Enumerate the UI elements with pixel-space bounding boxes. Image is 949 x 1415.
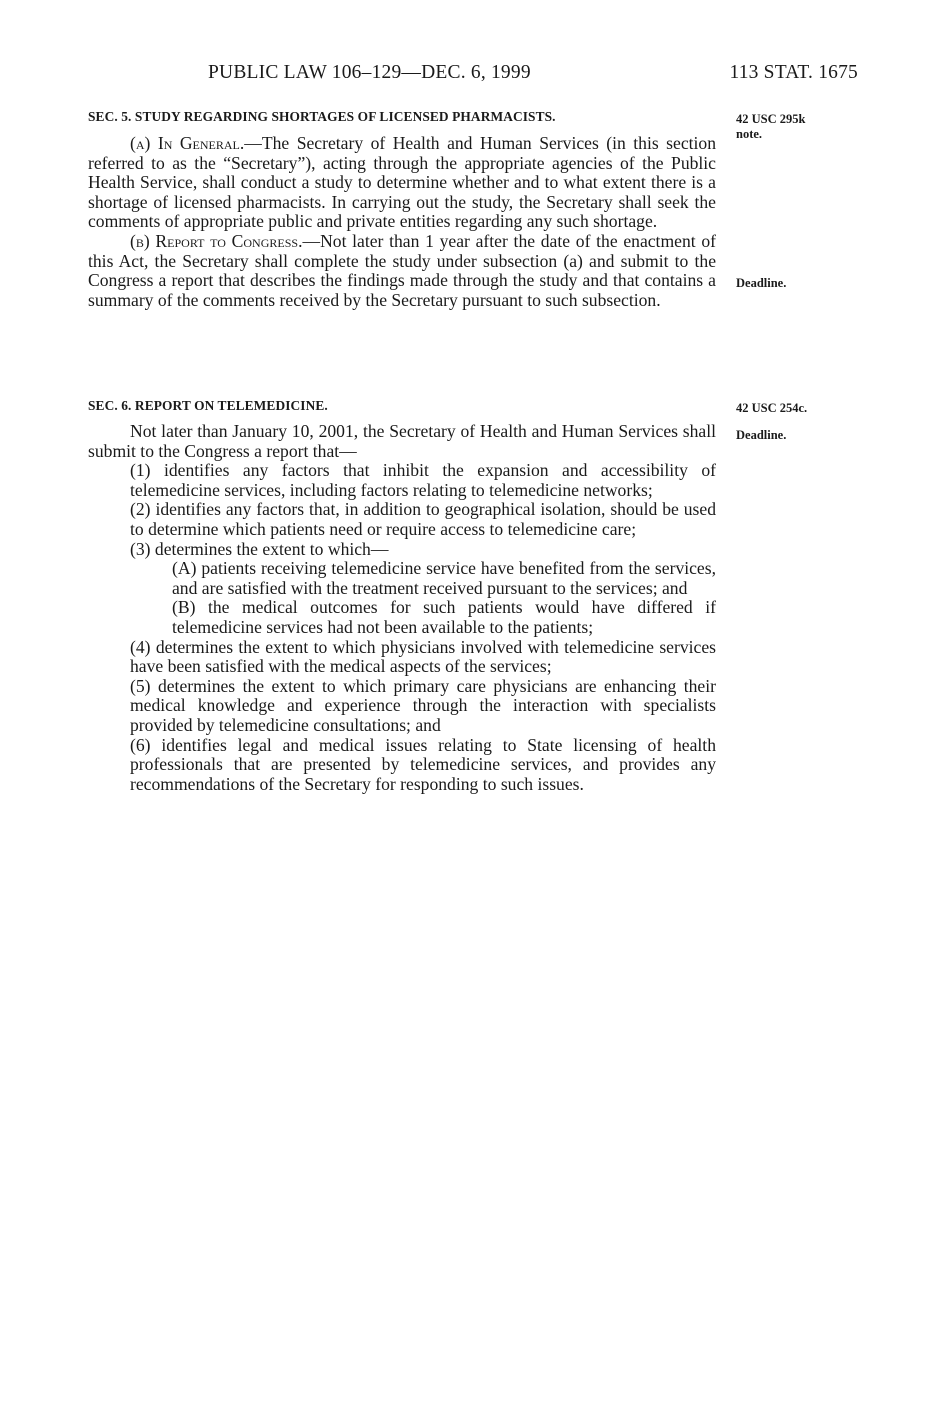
list-item-2: (2) identifies any factors that, in addition to geographical isolation, should be used to determine which patients need or require access to telemedicine care; [130, 499, 716, 539]
section-6-heading: SEC. 6. REPORT ON TELEMEDICINE. [88, 398, 328, 413]
section-5-heading: SEC. 5. STUDY REGARDING SHORTAGES OF LICENSED PHARMACISTS. [88, 109, 556, 124]
margin-note-deadline-2: Deadline. [736, 428, 787, 442]
margin-note-usc-254c: 42 USC 254c. [736, 401, 808, 415]
section-6-intro: Not later than January 10, 2001, the Secretary of Health and Human Services shall submit to the Congress a report that— [88, 421, 716, 461]
list-item-3: (3) determines the extent to which— [130, 538, 389, 559]
subsection-b-text: —Not later than 1 year after the date of the enactment of this Act, the Secretary shall complete the study under subsection (a) and submit to the Congress a report that describes the findings made through the study and that contains a summary of the comments received by the Secretary pursuant to such subsection. [88, 230, 716, 310]
list-item-3a: (A) patients receiving telemedicine service have benefited from the services, and are satisfied with the treatment received pursuant to the services; and [172, 558, 716, 598]
list-item-4: (4) determines the extent to which physicians involved with telemedicine services have been satisfied with the medical aspects of the services; [130, 636, 716, 677]
subsection-b-label: (b) Report to Congress. [130, 230, 303, 251]
list-item-3b: (B) the medical outcomes for such patients would have differed if telemedicine services had not been available to the patients; [172, 597, 716, 637]
subsection-a-label: (a) In General. [130, 133, 245, 153]
list-item-6: (6) identifies legal and medical issues relating to State licensing of health professionals that are presented by telemedicine services, and provides any recommendations of the Secretary for responding to such issues. [130, 734, 716, 794]
subsection-a [88, 134, 716, 232]
margin-note-usc-295k: 42 USC 295k note. [736, 112, 806, 141]
section-5 [88, 108, 716, 310]
subsection-a-text: —The Secretary of Health and Human Services (in this section referred to as the “Secretary”), acting through the appropriate agencies of the Public Health Service, shall conduct a study to determine whether and to what extent there is a shortage of licensed pharmacists. In carrying out the study, the Secretary shall seek the comments of appropriate public and private entities regarding any such shortage. [88, 133, 716, 232]
subsection-b [88, 232, 716, 310]
running-header [88, 62, 858, 88]
margin-note-deadline-1: Deadline. [736, 276, 787, 290]
list-item-5: (5) determines the extent to which primary care physicians are enhancing their medical knowledge and experience through the interaction with specialists provided by telemedicine consultations; and [130, 675, 716, 735]
header-title: PUBLIC LAW 106–129—DEC. 6, 1999 [208, 62, 531, 83]
list-item-1: (1) identifies any factors that inhibit the expansion and accessibility of telemedicine services, including factors relating to telemedicine networks; [130, 460, 716, 500]
page-number: 113 STAT. 1675 [729, 62, 858, 83]
section-6 [88, 397, 716, 794]
